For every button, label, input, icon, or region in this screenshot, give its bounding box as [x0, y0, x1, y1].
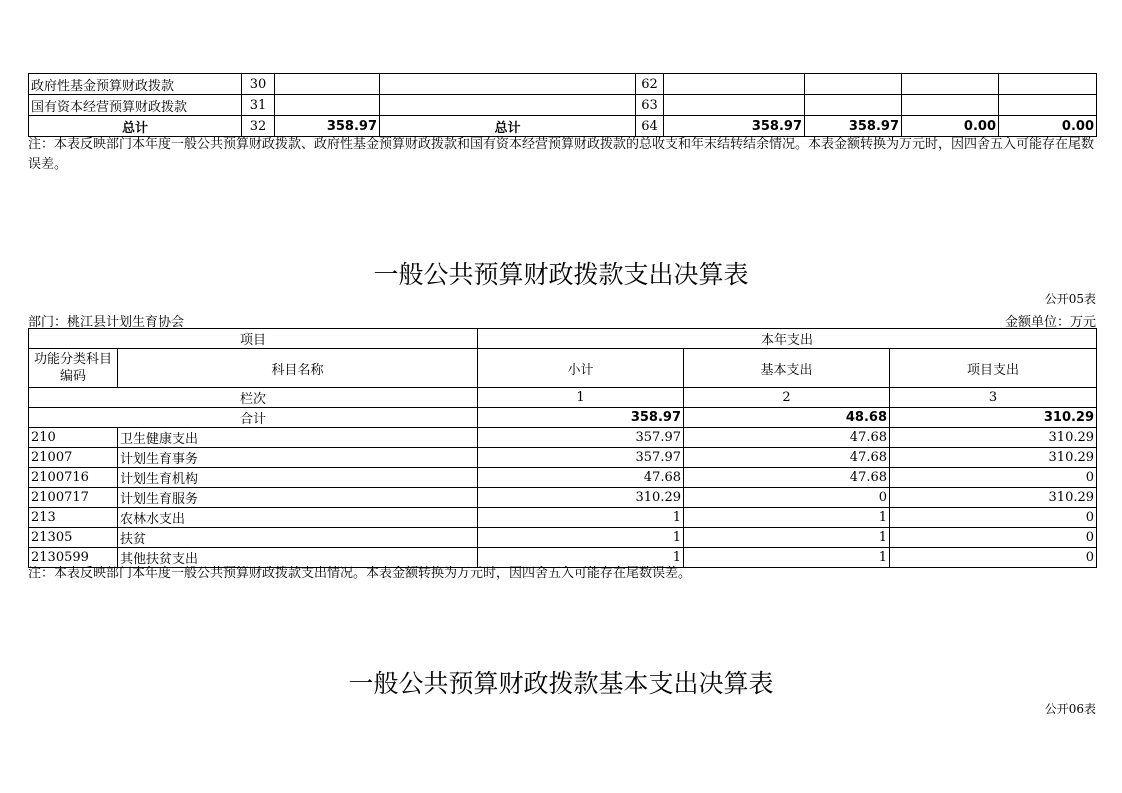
basic-cell: 47.68: [684, 428, 890, 448]
amount-cell: 358.97: [275, 116, 380, 137]
column-number: 1: [478, 388, 684, 408]
row-number: 63: [636, 95, 664, 116]
code-cell: 210: [29, 428, 118, 448]
amount-cell: 0.00: [999, 116, 1097, 137]
name-cell: 农林水支出: [118, 508, 478, 528]
project-cell: 0: [890, 548, 1097, 568]
code-cell: 21007: [29, 448, 118, 468]
name-cell: 计划生育事务: [118, 448, 478, 468]
amount-cell: 358.97: [664, 116, 805, 137]
basic-cell: 47.68: [684, 448, 890, 468]
amount-cell: [805, 74, 902, 95]
table-row: [29, 428, 1097, 448]
row-number: 64: [636, 116, 664, 137]
row-number: 32: [242, 116, 275, 137]
row-number: 31: [242, 95, 275, 116]
code-cell: 21305: [29, 528, 118, 548]
row-label: 国有资本经营预算财政拨款: [29, 95, 242, 116]
project-cell: 0: [890, 528, 1097, 548]
column-number: 2: [684, 388, 890, 408]
amount-cell: [664, 74, 805, 95]
total-basic: 48.68: [684, 408, 890, 428]
code-cell: 213: [29, 508, 118, 528]
subtotal-cell: 1: [478, 548, 684, 568]
section2-title: 一般公共预算财政拨款支出决算表: [373, 260, 749, 289]
amount-cell: [664, 95, 805, 116]
table-row: [29, 95, 1097, 116]
name-cell: 扶贫: [118, 528, 478, 548]
name-cell: 卫生健康支出: [118, 428, 478, 448]
subtotal-cell: 357.97: [478, 448, 684, 468]
amount-cell: [805, 95, 902, 116]
total-label: 总计: [380, 116, 636, 137]
income-expense-table: [28, 73, 1097, 137]
amount-cell: [902, 95, 999, 116]
basic-cell: 1: [684, 548, 890, 568]
subtotal-cell: 1: [478, 508, 684, 528]
right-label: [380, 95, 636, 116]
code-cell: 2100717: [29, 488, 118, 508]
amount-cell: [999, 74, 1097, 95]
project-cell: 310.29: [890, 448, 1097, 468]
total-subtotal: 358.97: [478, 408, 684, 428]
table-body: [29, 428, 1097, 568]
row-number: 62: [636, 74, 664, 95]
amount-cell: 358.97: [805, 116, 902, 137]
form-number-06: 公开06表: [1044, 702, 1096, 716]
table-row: [29, 488, 1097, 508]
table-row: [29, 468, 1097, 488]
header-subtotal: 小计: [478, 349, 684, 388]
amount-cell: [902, 74, 999, 95]
table-row: [29, 508, 1097, 528]
amount-cell: 0.00: [902, 116, 999, 137]
subtotal-cell: 310.29: [478, 488, 684, 508]
table-row: [29, 448, 1097, 468]
total-label: 总计: [29, 116, 242, 137]
header-current-year: 本年支出: [478, 329, 1097, 349]
basic-cell: 1: [684, 528, 890, 548]
table1-note: 注：本表反映部门本年度一般公共预算财政拨款、政府性基金预算财政拨款和国有资本经营预算财政拨款的总收支和年末结转结余情况。本表金额转换为万元时，因四舍五入可能存在尾数误差。: [28, 137, 1095, 172]
total-row: [29, 116, 1097, 137]
header-item: 项目: [29, 329, 478, 349]
column-number: 3: [890, 388, 1097, 408]
column-number-row: [29, 388, 1097, 408]
department-label: 部门：桃江县计划生育协会: [28, 315, 185, 330]
header-basic: 基本支出: [684, 349, 890, 388]
table-row: [29, 74, 1097, 95]
basic-cell: 47.68: [684, 468, 890, 488]
amount-cell: [275, 95, 380, 116]
right-label: [380, 74, 636, 95]
expenditure-table: [28, 328, 1097, 568]
amount-unit: 金额单位：万元: [1004, 315, 1096, 330]
total-label: 合计: [29, 408, 478, 428]
table-row: [29, 528, 1097, 548]
name-cell: 计划生育服务: [118, 488, 478, 508]
header-code: 功能分类科目编码: [29, 349, 118, 388]
subtotal-cell: 357.97: [478, 428, 684, 448]
subtotal-cell: 47.68: [478, 468, 684, 488]
header-name: 科目名称: [118, 349, 478, 388]
name-cell: 其他扶贫支出: [118, 548, 478, 568]
row-label: 政府性基金预算财政拨款: [29, 74, 242, 95]
header-row: [29, 329, 1097, 349]
header-project: 项目支出: [890, 349, 1097, 388]
basic-cell: 0: [684, 488, 890, 508]
total-project: 310.29: [890, 408, 1097, 428]
code-cell: 2100716: [29, 468, 118, 488]
total-row: [29, 408, 1097, 428]
section2-note: 注：本表反映部门本年度一般公共预算财政拨款支出情况。本表金额转换为万元时，因四舍五入可能存在尾数误差。: [28, 566, 692, 581]
form-number: 公开05表: [1044, 292, 1096, 306]
project-cell: 310.29: [890, 428, 1097, 448]
name-cell: 计划生育机构: [118, 468, 478, 488]
section3-title: 一般公共预算财政拨款基本支出决算表: [348, 669, 774, 698]
row-number: 30: [242, 74, 275, 95]
code-cell: 2130599: [29, 548, 118, 568]
header-row: [29, 349, 1097, 388]
amount-cell: [275, 74, 380, 95]
column-number-label: 栏次: [29, 388, 478, 408]
project-cell: 0: [890, 468, 1097, 488]
subtotal-cell: 1: [478, 528, 684, 548]
basic-cell: 1: [684, 508, 890, 528]
project-cell: 0: [890, 508, 1097, 528]
amount-cell: [999, 95, 1097, 116]
project-cell: 310.29: [890, 488, 1097, 508]
